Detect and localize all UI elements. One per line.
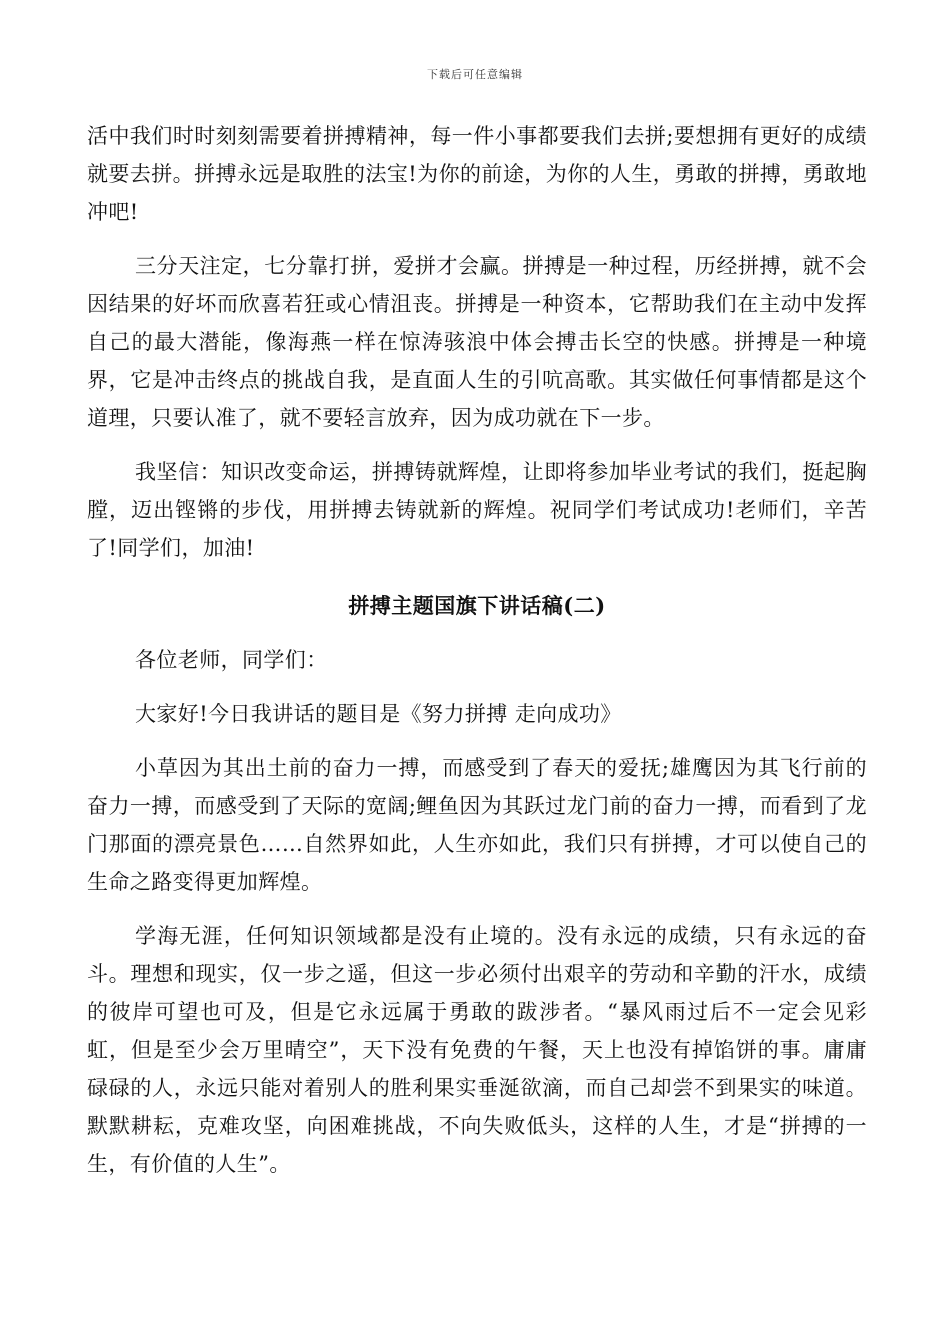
paragraph: 小草因为其出土前的奋力一搏，而感受到了春天的爱抚;雄鹰因为其飞行前的奋力一搏，而感受到了天际的宽阔;鲤鱼因为其跃过龙门前的奋力一搏，而看到了龙门那面的漂亮景色……自然界如此，人生亦如此，我们只有拼搏，才可以使自己的生命之路变得更加辉煌。 [87, 756, 867, 894]
section-heading: 拼搏主题国旗下讲话稿(二) [348, 593, 606, 618]
paragraph: 学海无涯，任何知识领域都是没有止境的。没有永远的成绩，只有永远的奋斗。理想和现实，仅一步之遥，但这一步必须付出艰辛的劳动和辛勤的汗水，成绩的彼岸可望也可及，但是它永远属于勇敢的跋涉者。“暴风雨过后不一定会见彩虹，但是至少会万里晴空”，天下没有免费的午餐，天上也没有掉馅饼的事。庸庸碌碌的人，永远只能对着别人的胜利果实垂涎欲滴，而自己却尝不到果实的味道。默默耕耘，克难攻坚，向困难挑战，不向失败低头，这样的人生，才是“拼搏的一生，有价值的人生”。 [87, 924, 867, 1176]
document-body [87, 117, 867, 1183]
paragraph: 我坚信：知识改变命运，拼搏铸就辉煌，让即将参加毕业考试的我们，挺起胸膛，迈出铿锵的步伐，用拼搏去铸就新的辉煌。祝同学们考试成功!老师们，辛苦了!同学们，加油! [87, 460, 867, 560]
paragraph-continuation: 活中我们时时刻刻需要着拼搏精神，每一件小事都要我们去拼;要想拥有更好的成绩就要去拼。拼搏永远是取胜的法宝!为你的前途，为你的人生，勇敢的拼搏，勇敢地冲吧! [87, 124, 867, 224]
intro-paragraph: 大家好!今日我讲话的题目是《努力拼搏 走向成功》 [135, 702, 622, 726]
greeting: 各位老师，同学们： [135, 648, 328, 672]
paragraph: 三分天注定，七分靠打拼，爱拼才会赢。拼搏是一种过程，历经拼搏，就不会因结果的好坏而欣喜若狂或心情沮丧。拼搏是一种资本，它帮助我们在主动中发挥自己的最大潜能，像海燕一样在惊涛骇浪中体会搏击长空的快感。拼搏是一种境界，它是冲击终点的挑战自我，是直面人生的引吭高歌。其实做任何事情都是这个道理，只要认准了，就不要轻言放弃，因为成功就在下一步。 [87, 254, 867, 430]
header-note: 下载后可任意编辑 [427, 68, 523, 81]
